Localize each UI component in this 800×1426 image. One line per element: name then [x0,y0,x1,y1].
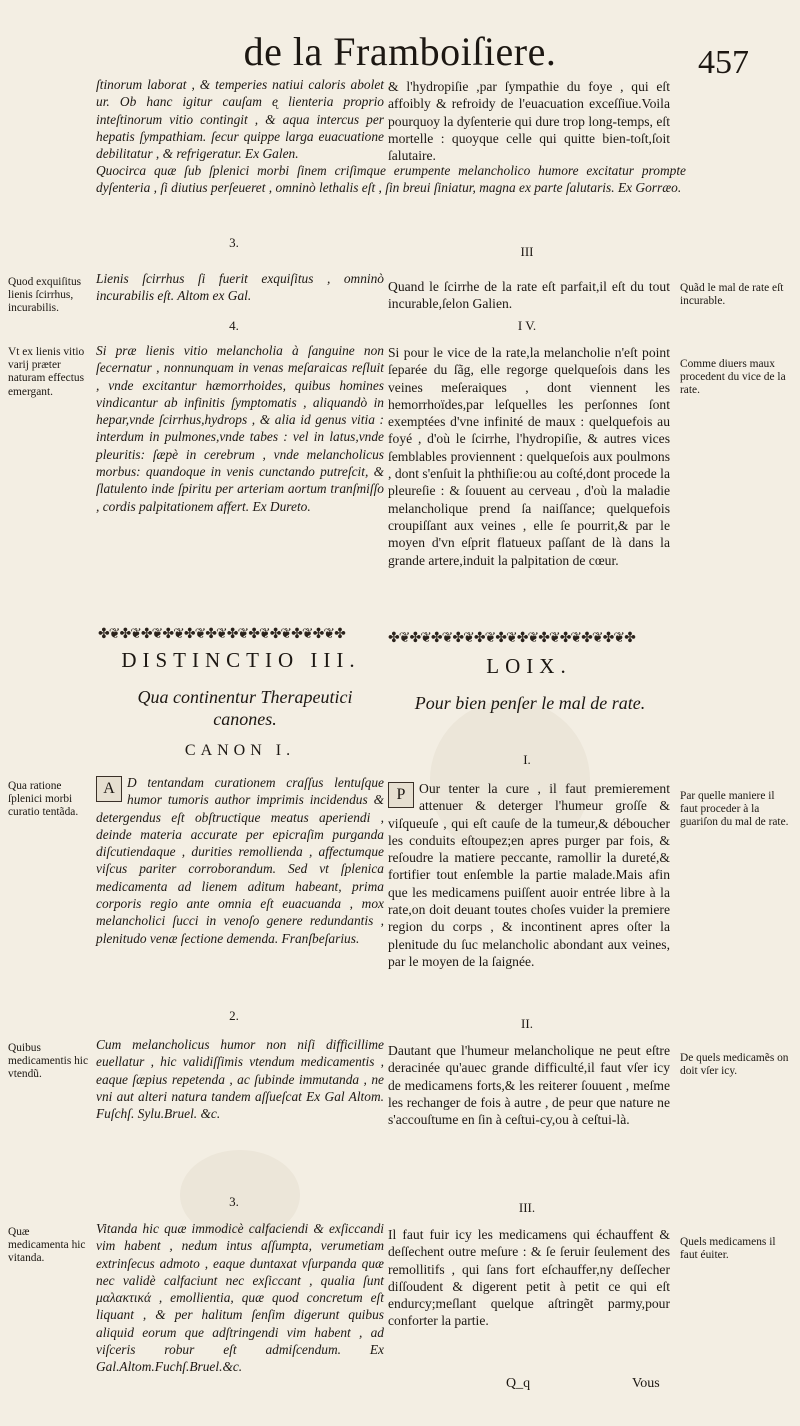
section-number-left: 4. [229,318,239,333]
printer-ornament-band: ✤❦✤❦✤❦✤❦✤❦✤❦✤❦✤❦✤❦✤❦✤❦✤ [98,626,345,642]
section-number-right: I. [523,752,531,767]
latin-paragraph: Lienis ſcirrhus ſi fuerit exquiſitus , omninò incurabilis eſt. Altom ex Gal. [96,271,384,304]
margin-note-left: Vt ex lienis vitio varij præter naturam effectus emergant. [8,346,85,398]
margin-note-right: Par quelle maniere il faut proceder à la guariſon du mal de rate. [680,790,789,829]
margin-note-right: Quels medicamens il faut éuiter. [680,1236,776,1262]
section-number-right: II. [521,1016,533,1031]
margin-note-right: Quãd le mal de rate eſt incurable. [680,282,784,308]
french-paragraph: Quand le ſcirrhe de la rate eſt parfait,il eſt du tout incurable,ſelon Galien. [388,279,670,312]
printer-ornament-band: ✤❦✤❦✤❦✤❦✤❦✤❦✤❦✤❦✤❦✤❦✤❦✤ [388,630,635,646]
drop-capital: A [96,776,122,802]
page-header [0,28,800,81]
signature-mark: Q_q [506,1376,531,1391]
section-number-right: III [520,244,534,259]
french-paragraph: Si pour le vice de la rate,la melancholie n'eſt point ſeparée du ſãg, elle regorge quelqueſois dans les veines meſeraiques , dont viennent les hemorrhoïdes,par leſquelles les perſonnes ſont exemptées d'vne infinité de maux : quelquefois au foyé , d'où le ſcirrhe, l'hydropiſie, & autres vices ſemblables proviennent : quelqueſois aux poulmons , dont s'enſuit la phthiſie:ou au coſté,dont procede la pleureſie : & ſouuent au cerveau , d'où la maladie melancholique prend ſa naiſſance; quelquefois croupiſſant aux veines , elle ſe pourrit,& par le moyen d'vn eſprit flatueux paſſant de là dans la grande artere,induit la palpitation de cœur. [388,345,670,568]
section-number-right: I V. [517,318,537,333]
drop-capital: P [388,782,414,808]
page-number: 457 [698,44,749,81]
running-title: de la Framboiſiere. [243,29,557,74]
section-number-left: 3. [229,1194,239,1209]
distinctio-subtitle: Qua continentur Therapeutici canones. [137,687,353,729]
canon-label: CANON I. [184,742,296,759]
latin-paragraph: Cum melancholicus humor non niſi difficillime euellatur , hic validiſſimis vtendum medicamentis , eaque ſæpius repetenda , ac ſubinde immutanda , ne vni aut alteri natura tandem aſſueſcat Ex Gal Altom. Fuſchſ. Sylu.Bruel. &c. [96,1037,384,1122]
section-number-left: 3. [229,235,239,250]
latin-paragraph: Vitanda hic quæ immodicè calfaciendi & exſiccandi vim habent , nedum intus aſſumpta, verumetiam extrinſecus admoto , eaque duntaxat vſurpanda quæ nec validè calfaciunt nec exſiccant , qualia ſunt μαλακτικά , emollientia, quæ quod concretum eſt liquant , & per halitum ſenſim digerunt quibus aliquid eorum que adſtringendi vim habent , ad viſceris robur eſt admiſcendum. Ex Gal.Altom.Fuchſ.Bruel.&c. [96,1221,384,1375]
loix-subtitle: Pour bien penſer le mal de rate. [414,693,646,713]
margin-note-left: Quibus medicamentis hic vtendũ. [8,1042,89,1081]
margin-note-right: Comme diuers maux procedent du vice de la rate. [680,358,786,397]
section-number-left: 2. [229,1008,239,1023]
margin-note-left: Quod exquiſitus lienis ſcirrhus, incurabilis. [8,276,82,315]
latin-paragraph: Si præ lienis vitio melancholia à ſanguine non ſecernatur , nonnunquam in venas meſaraicas reſluit , vnde excitantur hæmorrhoides, quibus homines vindicantur ab infinitis ſymptomatis , aliquandò in hepar,vnde ſcirrhus,hydrops , & alia id genus vitia : interdum in pulmones,vnde tabes : vel in latus,vnde pleuritis: ſæpè in cerebrum , vnde melancholicus morbus: quandoque in venis cunctando putreſcit, & ſlatulento inde ſpiritu per arteriam aortum tranſmiſſo , cordis palpitationem affert. Ex Dureto. [96,343,384,514]
margin-note-left: Qua ratione ſplenici morbi curatio tentãda. [8,780,79,819]
french-paragraph: Il faut fuir icy les medicamens qui échauffent & deſſechent outre meſure : & ſe ſeruir ſeulement des remollitifs , qui ſans fort eſchauffer,ny deſſecher diſſoudent & digerent petit à petit ce qui eſt endurcy;meſlant quelque aſtringẽt parmy,pour conforter la partie. [388,1227,670,1329]
latin-full-width-paragraph: Quocirca quæ ſub ſplenici morbi ſinem criſimque erumpente melancholico humore excitatur prompte dyſenteria , ſi diutius perſeueret , omninò lethalis eſt , ſin breui ſiniatur, magna ex parte ſalutaris. Ex Gorræo. [96,163,686,196]
french-paragraph: Dautant que l'humeur melancholique ne peut eſtre deracinée qu'auec grande difficulté,il faut vſer icy de medicamens forts,& les reiterer ſouuent , meſme les rechanger de fois à autre , de peur que nature ne s'accouſtume en ſin à ceſtui-cy,ou à ceſtui-là. [388,1043,670,1128]
french-paragraph: P Our tenter la cure , il faut premierement attenuer & deterger l'humeur groſſe & viſqueuſe , qui eſt cauſe de la tumeur,& déboucher les conduits eſtoupez;en apres purger par fois, & reſoudre la matiere peccante, ramollir la dureté,& fortifier tout enſemble la partie malade.Mais afin que les medicamens puiſſent auoir entrée libre à la rate,on doit deuant toutes choſes vuider la premiere region du corps , & incontinent apres oſter la plenitude du ſuc melancholic abondant aux veines, par le moyen de la ſaignée. [388,781,670,969]
margin-note-left: Quæ medicamenta hic vitanda. [8,1226,86,1265]
distinctio-title: DISTINCTIO III. [121,648,361,672]
section-number-right: III. [518,1200,536,1215]
margin-note-right: De quels medicamẽs on doit vſer icy. [680,1052,789,1078]
latin-paragraph: A D tentandam curationem craſſus lentuſque humor tumoris author imprimis incidendus & detergendus eſt obſtructique meatus aperiendi , deinde materia accurate per epicraſim purganda diſcutiendaque , durities remollienda , affectumque viſcus pariter corroborandum. Sed vt ſplenica medicamenta ad lienem aditum habeant, prima corporis regio ante omnia eſt euacuanda , mox melancholici ſucci in venoſo genere redundantis , plenitudo venæ ſectione demenda. Franſbeſarius. [96,775,384,946]
latin-continuation: ſtinorum laborat , & temperies natiui caloris abolet ur. Ob hanc igitur cauſam ᶒ lienteria proprio inteſtinorum vitio contingit , & aqua intercus per hepatis ſympathiam. ſecur quippe larga euacuatione debilitatur , & refrigeratur. Ex Galen. [96,77,384,162]
french-continuation: & l'hydropiſie ,par ſympathie du foye , qui eſt affoibly & refroidy de l'euacuation exceſſiue.Voila pourquoy la dyſenterie qui dure trop long-temps, eſt mortelle : quoyque celle qui quitte bien-toſt,ſoit ſalutaire. [388,79,670,164]
catchword: Vous [632,1376,660,1391]
loix-title: LOIX. [486,654,572,678]
